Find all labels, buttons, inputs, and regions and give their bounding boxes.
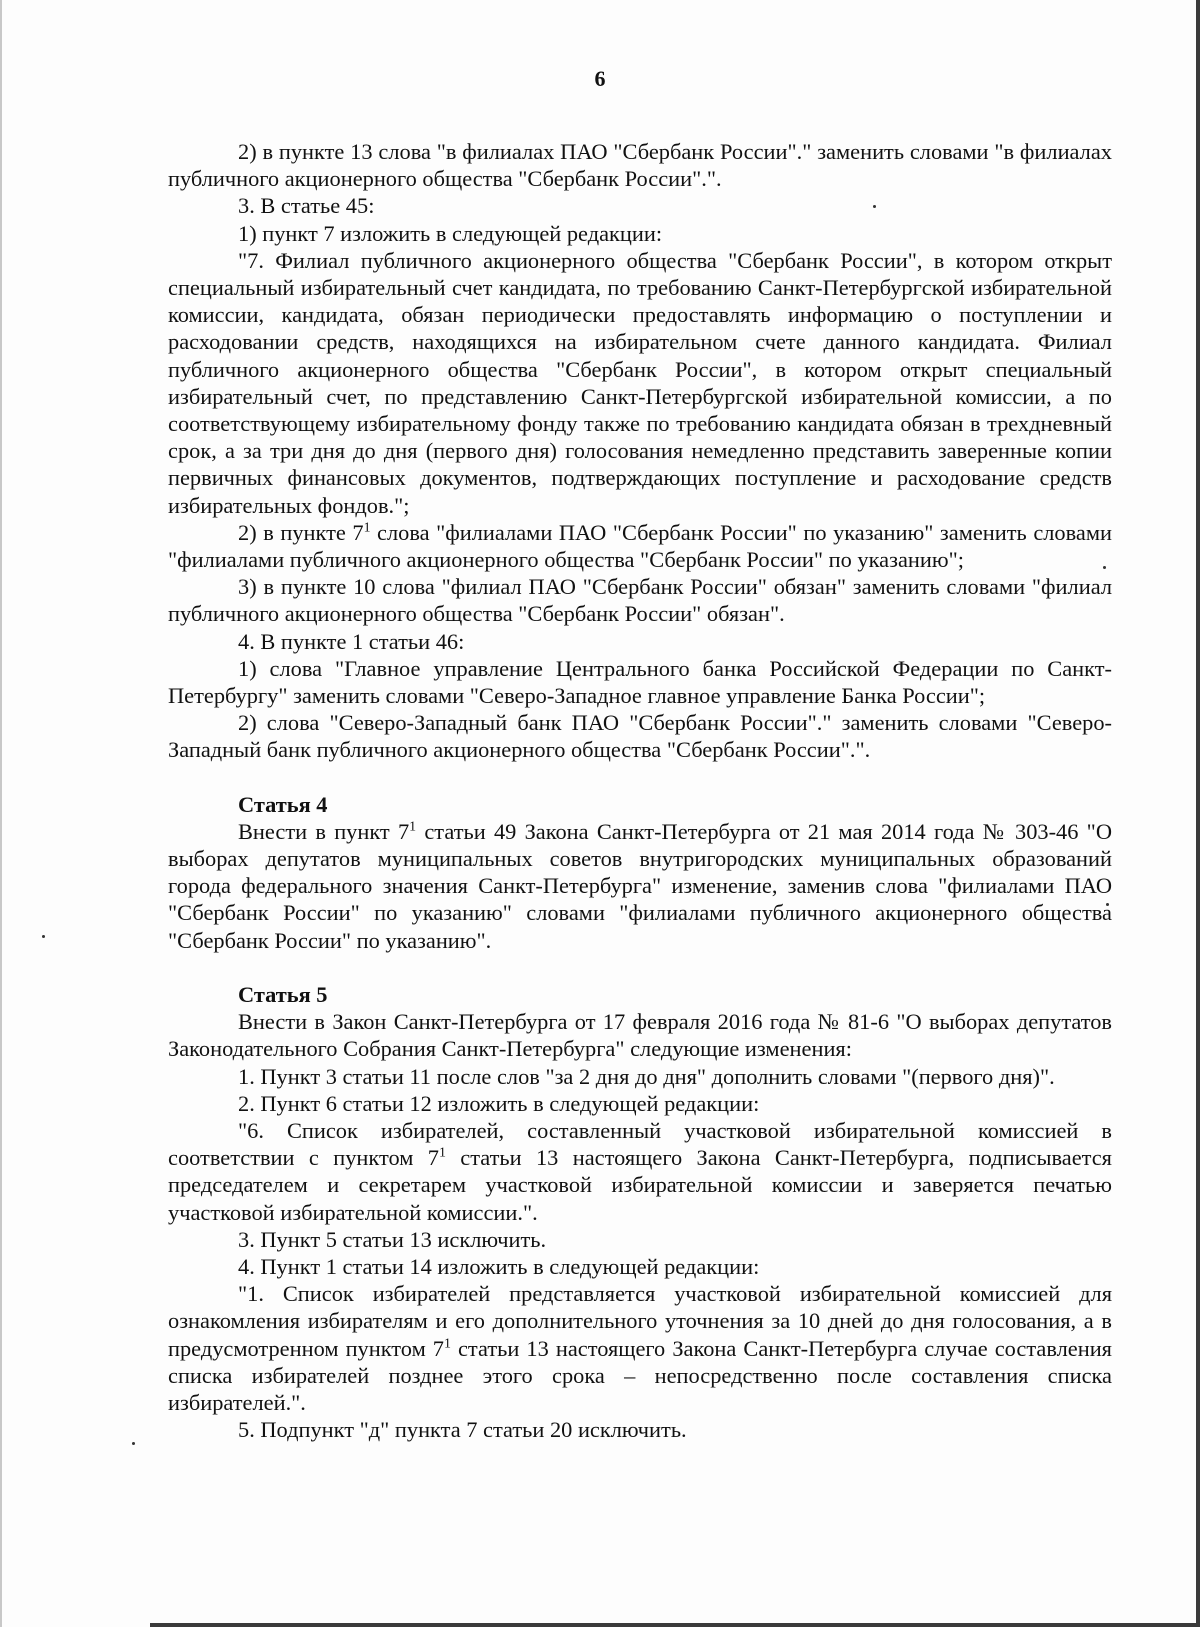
paragraph-text: слова "филиалами ПАО "Сбербанк России" по указанию" заменить словами "филиалами публичного акционерного общества "Сбербанк России" по указанию"; <box>168 519 1112 573</box>
paragraph <box>168 519 1112 573</box>
superscript: 1 <box>438 1145 446 1161</box>
paragraph-text: "1. Список избирателей представляется участковой избирательной комиссией для ознакомления избирателям и его дополнительного уточнения за 10 дней до дня голосования, а в предусмотренном пунктом 7 <box>168 1281 1112 1361</box>
paragraph-text: "6. Список избирателей, составленный участковой избирательной комиссией в соответствии с пунктом 7 <box>168 1117 1112 1171</box>
paragraph-text: статьи 49 Закона Санкт-Петербурга от 21 мая 2014 года № 303-46 "О выборах депутатов муниципальных советов внутригородских муниципальных образований города федерального значения Санкт-Петербурга" изменение, заменив слова "филиалами ПАО "Сбербанк России" по указанию" словами "филиалами публичного акционерного общества "Сбербанк России" по указанию". <box>168 818 1112 953</box>
paragraph <box>168 1117 1112 1226</box>
superscript: 1 <box>363 520 371 536</box>
paragraph: 2. Пункт 6 статьи 12 изложить в следующей редакции: <box>238 1090 760 1116</box>
paragraph: 4. Пункт 1 статьи 14 изложить в следующей редакции: <box>238 1253 760 1279</box>
paragraph <box>168 818 1112 954</box>
paragraph: 3. Пункт 5 статьи 13 исключить. <box>238 1226 547 1252</box>
paragraph-text: статьи 13 настоящего Закона Санкт-Петербурга случае составления списка избирателей позднее этого срока – непосредственно после составления списка избирателей.". <box>168 1335 1112 1415</box>
paragraph: 1) слова "Главное управление Центрального банка Российской Федерации по Санкт-Петербургу" заменить словами "Северо-Западное главное управление Банка России"; <box>168 655 1112 709</box>
paragraph-text: 2) в пункте 7 <box>238 519 364 545</box>
paragraph: 2) слова "Северо-Западный банк ПАО "Сбербанк России"." заменить словами "Северо-Западный банк публичного акционерного общества "Сбербанк России".". <box>168 710 1112 763</box>
scan-edge-bottom <box>150 1623 1200 1627</box>
scan-speck <box>42 935 45 938</box>
paragraph: 3) в пункте 10 слова "филиал ПАО "Сбербанк России" обязан" заменить словами "филиал публичного акционерного общества "Сбербанк России" обязан". <box>168 574 1112 627</box>
article-heading: Статья 4 <box>238 791 328 817</box>
paragraph-text: Внести в пункт 7 <box>238 818 410 844</box>
paragraph: 4. В пункте 1 статьи 46: <box>238 628 465 654</box>
paragraph: Внести в Закон Санкт-Петербурга от 17 февраля 2016 года № 81-6 "О выборах депутатов Законодательного Собрания Санкт-Петербурга" следующие изменения: <box>168 1009 1112 1062</box>
paragraph: "7. Филиал публичного акционерного общества "Сбербанк России", в котором открыт специальный избирательный счет кандидата, по требованию Санкт-Петербургской избирательной комиссии, кандидата, обязан периодически предоставлять информацию о поступлении и расходовании средств, находящихся на избирательном счете данного кандидата. Филиал публичного акционерного общества "Сбербанк России", в котором открыт специальный избирательный счет, по представлению Санкт-Петербургской избирательной комиссии, а по соответствующему избирательному фонду также по требованию кандидата обязан в трехдневный срок, а за три дня до дня (первого дня) голосования немедленно представить заверенные копии первичных финансовых документов, подтверждающих поступление и расходование средств избирательных фондов."; <box>168 247 1112 518</box>
paragraph: 5. Подпункт "д" пункта 7 статьи 20 исключить. <box>238 1417 687 1443</box>
paragraph: 2) в пункте 13 слова "в филиалах ПАО "Сбербанк России"." заменить словами "в филиалах публичного акционерного общества "Сбербанк России".". <box>168 139 1112 192</box>
paragraph <box>168 1280 1112 1416</box>
page-number: 6 <box>594 66 606 91</box>
superscript: 1 <box>409 819 417 835</box>
scan-speck <box>132 1442 135 1445</box>
paragraph-text: статьи 13 настоящего Закона Санкт-Петербурга, подписывается председателем и секретарем участковой избирательной комиссии и заверяется печатью участковой избирательной комиссии.". <box>168 1145 1112 1225</box>
scan-edge-right <box>1196 0 1200 1627</box>
superscript: 1 <box>444 1336 451 1352</box>
article-heading: Статья 5 <box>238 981 328 1007</box>
paragraph: 3. В статье 45: <box>238 193 375 219</box>
scan-edge-left <box>0 0 2 1627</box>
paragraph: 1) пункт 7 изложить в следующей редакции: <box>238 220 663 246</box>
document-body <box>168 138 1112 1443</box>
paragraph: 1. Пункт 3 статьи 11 после слов "за 2 дня до дня" дополнить словами "(первого дня)". <box>238 1063 1055 1089</box>
